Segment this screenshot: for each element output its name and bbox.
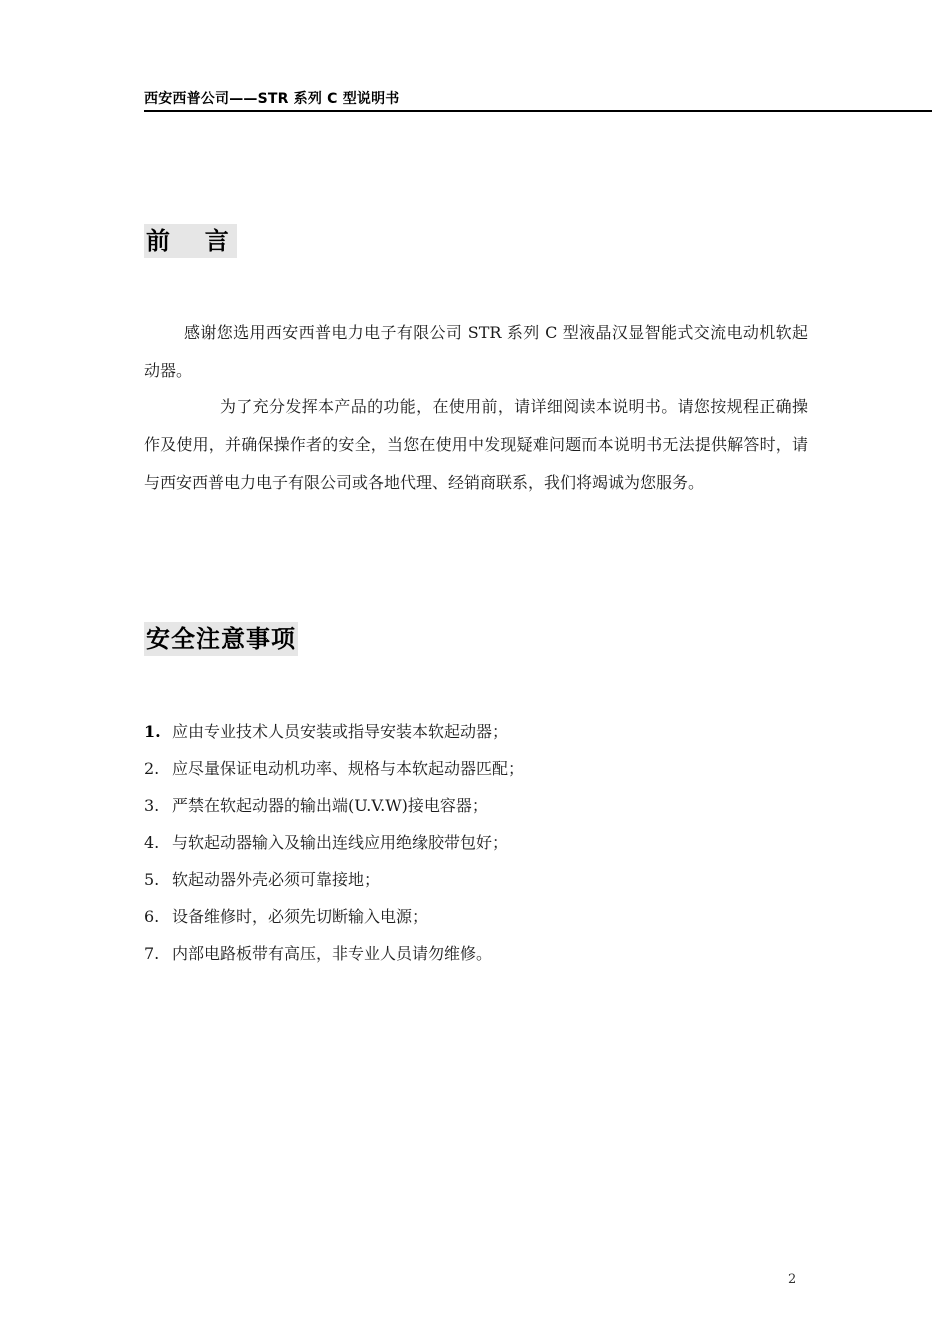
safety-item-number: 3. [144,796,160,815]
safety-item-text: 应由专业技术人员安装或指导安装本软起动器； [172,722,509,741]
safety-item-6 [144,898,808,935]
safety-item-number: 4. [144,833,160,852]
safety-item-number: 6. [144,907,160,926]
page-header [144,88,932,112]
safety-item-7 [144,935,808,972]
safety-list [144,713,808,972]
safety-item-4 [144,824,808,861]
safety-item-text: 设备维修时，必须先切断输入电源； [172,907,429,926]
foreword-title: 前 言 [144,224,237,258]
safety-item-3 [144,787,808,824]
safety-item-2 [144,750,808,787]
foreword-paragraph-1: 感谢您选用西安西普电力电子有限公司 STR 系列 C 型液晶汉显智能式交流电动机软起动器。 [144,323,808,380]
safety-item-text: 内部电路板带有高压，非专业人员请勿维修。 [172,944,493,963]
safety-item-number: 1. [144,722,161,741]
safety-item-5 [144,861,808,898]
safety-title: 安全注意事项 [144,622,298,656]
safety-item-number: 5. [144,870,160,889]
header-title: 西安西普公司——STR 系列 C 型说明书 [144,91,400,107]
safety-item-text: 与软起动器输入及输出连线应用绝缘胶带包好； [172,833,509,852]
foreword-paragraph-2: 为了充分发挥本产品的功能，在使用前，请详细阅读本说明书。请您按规程正确操作及使用，并确保操作者的安全，当您在使用中发现疑难问题而本说明书无法提供解答时，请与西安西普电力电子有限公司或各地代理、经销商联系，我们将竭诚为您服务。 [144,397,808,492]
safety-item-number: 7. [144,944,160,963]
safety-item-1 [144,713,808,750]
page-number: 2 [788,1272,797,1287]
safety-item-text: 软起动器外壳必须可靠接地； [172,870,381,889]
safety-item-text: 严禁在软起动器的输出端(U.V.W)接电容器； [172,796,488,815]
safety-item-number: 2. [144,759,160,778]
safety-item-text: 应尽量保证电动机功率、规格与本软起动器匹配； [172,759,525,778]
